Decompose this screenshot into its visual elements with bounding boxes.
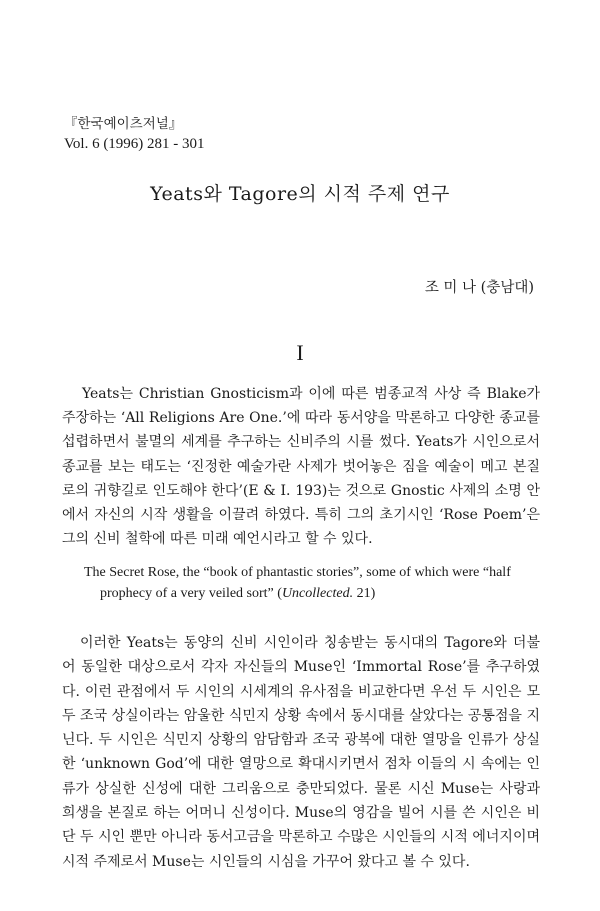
quote-line-2-text: prophecy of a very veiled sort” ( (100, 585, 282, 601)
quote-line-2 (84, 584, 520, 605)
paragraph-comparison: 이러한 Yeats는 동양의 신비 시인이라 칭송받는 동시대의 Tagore와 더불어 동일한 대상으로서 각자 자신들의 Muse인 ‘Immortal Rose’를 추구하였다. 이런 관점에서 두 시인의 시세계의 유사점을 비교한다면 우선 두 시인은 모두 조국 상실이라는 암울한 식민지 상황 속에서 동시대를 살았다는 공통점을 지닌다. 두 시인은 식민지 상황의 암담함과 조국 광복에 대한 열망을 인류가 상실한 ‘unknown God’에 대한 열망으로 확대시키면서 점차 이들의 시 속에는 인류가 상실한 신성에 대한 그리움으로 충만되었다. 물론 시신 Muse는 사랑과 희생을 본질로 하는 어머니 신성이다. Muse의 영감을 빌어 시를 쓴 시인은 비단 두 시인 뿐만 아니라 동서고금을 막론하고 수많은 시인들의 시적 에너지이며 시적 주제로서 Muse는 시인들의 시심을 가꾸어 왔다고 볼 수 있다. (62, 635, 540, 870)
volume-info: Vol. 6 (1996) 281 - 301 (64, 136, 205, 152)
paragraph-intro: Yeats는 Christian Gnosticism과 이에 따른 범종교적 사상 즉 Blake가 주장하는 ‘All Religions Are One.’에 따라 동서양을 막론하고 다양한 종교를 섭렵하면서 불멸의 세계를 추구하는 신비주의 시를 썼다. Yeats가 시인으로서 종교를 보는 태도는 ‘진정한 예술가란 사제가 벗어놓은 짐을 예술이 메고 본질로의 귀향길로 인도해야 한다’(E & I. 193)는 것으로 Gnostic 사제의 소명 안에서 자신의 시작 생활을 이끌려 하였다. 특히 그의 초기시인 ‘Rose Poem’은 그의 신비 철학에 따른 미래 예언시라고 할 수 있다. (62, 386, 540, 548)
quote-source: Uncollected. (281, 585, 354, 601)
quote-line-1: The Secret Rose, the “book of phantastic stories”, some of which were “half (84, 565, 511, 580)
block-quote (84, 563, 520, 604)
section-heading: I (296, 340, 304, 365)
quote-citation-page: 21) (353, 585, 376, 601)
article-title: Yeats와 Tagore의 시적 주제 연구 (150, 183, 450, 205)
journal-title: 『한국예이츠저널』 (64, 116, 183, 132)
author-affiliation: 조 미 나 (충남대) (424, 280, 534, 296)
